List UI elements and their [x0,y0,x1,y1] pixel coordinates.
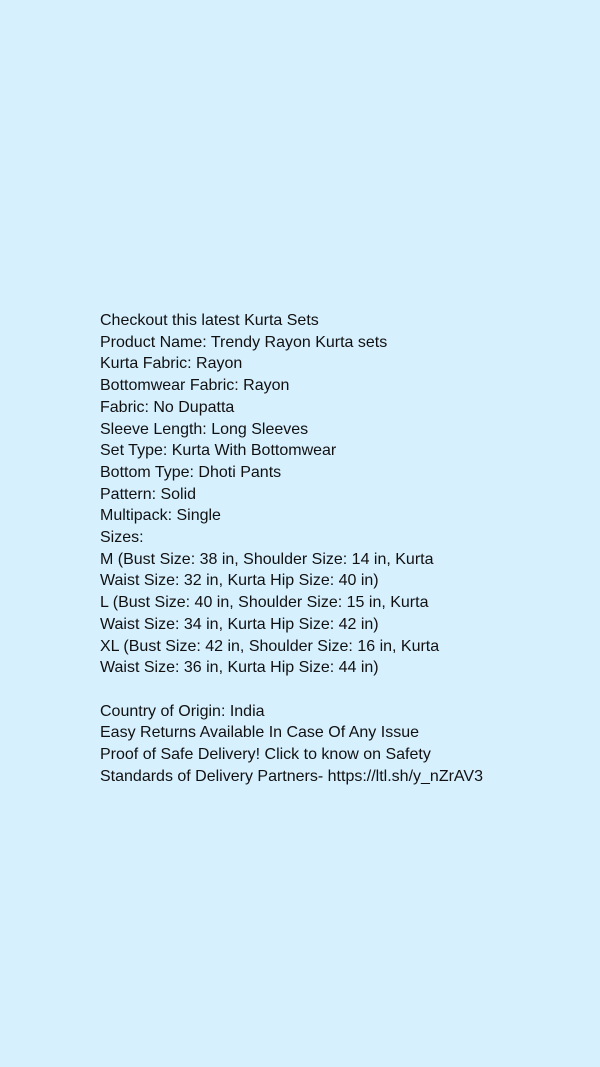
spacer [100,679,580,701]
product-description [100,310,580,787]
size-xl-line2: Waist Size: 36 in, Kurta Hip Size: 44 in) [100,659,379,677]
size-m-line2: Waist Size: 32 in, Kurta Hip Size: 40 in) [100,572,379,590]
returns-info: Easy Returns Available In Case Of Any Issue [100,724,419,742]
product-name: Product Name: Trendy Rayon Kurta sets [100,333,388,351]
multipack: Multipack: Single [100,507,221,525]
safety-line-2: Standards of Delivery Partners- https://ltl.sh/y_nZrAV3 [100,767,483,785]
bottomwear-fabric: Bottomwear Fabric: Rayon [100,377,290,395]
kurta-fabric: Kurta Fabric: Rayon [100,355,243,373]
size-l-line2: Waist Size: 34 in, Kurta Hip Size: 42 in) [100,615,379,633]
sizes-label: Sizes: [100,529,144,547]
pattern: Pattern: Solid [100,485,197,503]
sleeve-length: Sleeve Length: Long Sleeves [100,420,309,438]
country-of-origin: Country of Origin: India [100,702,265,720]
size-l-line1: L (Bust Size: 40 in, Shoulder Size: 15 in, Kurta [100,594,429,612]
description-heading: Checkout this latest Kurta Sets [100,312,319,329]
size-xl-line1: XL (Bust Size: 42 in, Shoulder Size: 16 in, Kurta [100,637,440,655]
set-type: Set Type: Kurta With Bottomwear [100,442,337,460]
safety-line-1: Proof of Safe Delivery! Click to know on Safety [100,746,431,764]
size-m-line1: M (Bust Size: 38 in, Shoulder Size: 14 in, Kurta [100,550,434,568]
fabric: Fabric: No Dupatta [100,398,235,416]
bottom-type: Bottom Type: Dhoti Pants [100,463,282,481]
